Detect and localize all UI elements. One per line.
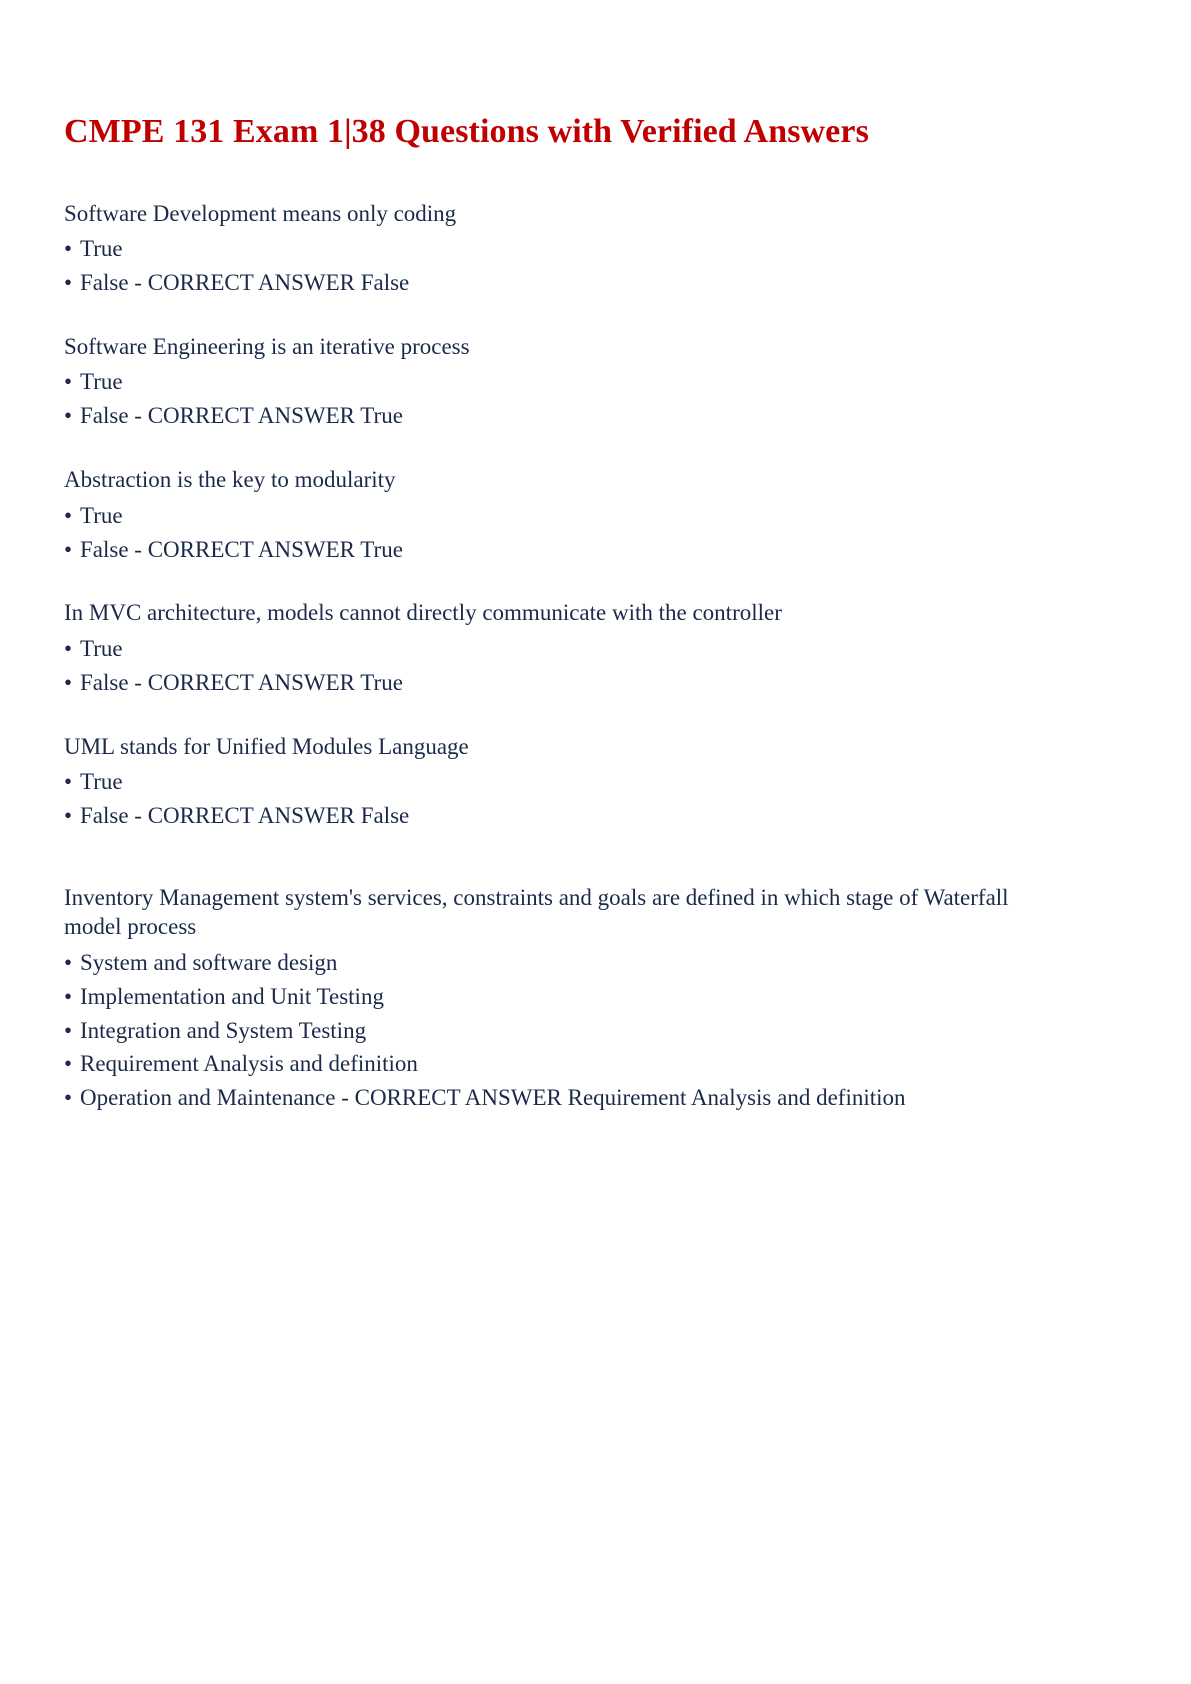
answer-option-label: False - CORRECT ANSWER True: [80, 403, 403, 429]
bullet-icon: •: [64, 403, 73, 429]
question-block: [64, 332, 1096, 431]
question-text: Abstraction is the key to modularity: [64, 467, 396, 493]
answer-option-label: True: [80, 236, 123, 262]
answer-option: [64, 767, 1074, 797]
answer-option-label: Integration and System Testing: [80, 1017, 367, 1043]
answer-option-label: False - CORRECT ANSWER True: [80, 669, 403, 695]
answer-option: [64, 1016, 1074, 1046]
bullet-icon: •: [64, 236, 73, 262]
bullet-icon: •: [64, 1085, 73, 1111]
question-text: Inventory Management system's services, constraints and goals are defined in which stage of Waterfall model process: [64, 884, 1009, 940]
bullet-icon: •: [64, 983, 73, 1009]
question-block: [64, 465, 1096, 564]
question-text: UML stands for Unified Modules Language: [64, 733, 469, 759]
answer-option-label: System and software design: [80, 949, 338, 975]
answer-option: [64, 634, 1074, 664]
question-text: In MVC architecture, models cannot directly communicate with the controller: [64, 600, 782, 626]
bullet-icon: •: [64, 669, 73, 695]
bullet-icon: •: [64, 635, 73, 661]
bullet-icon: •: [64, 949, 73, 975]
answer-option: [64, 1083, 1074, 1113]
question-text: Software Engineering is an iterative process: [64, 334, 470, 360]
answer-option: [64, 535, 1074, 565]
answer-option: [64, 501, 1074, 531]
answer-option-label: False - CORRECT ANSWER False: [80, 270, 410, 296]
bullet-icon: •: [64, 803, 73, 828]
answer-option-label: Implementation and Unit Testing: [80, 983, 384, 1009]
bullet-icon: •: [64, 1017, 73, 1043]
answer-option: [64, 668, 1074, 698]
answer-option: [64, 982, 1074, 1012]
answer-option: [64, 948, 1074, 978]
bullet-icon: •: [64, 536, 73, 562]
answer-option-label: True: [80, 369, 123, 395]
answer-option-label: True: [80, 502, 123, 528]
answer-option: [64, 268, 1074, 298]
answer-option: [64, 234, 1074, 264]
question-block: [64, 883, 1096, 1113]
question-block: [64, 598, 1096, 697]
answer-option-label: False - CORRECT ANSWER False: [80, 803, 410, 828]
question-text: Software Development means only coding: [64, 200, 457, 226]
answer-option-label: True: [80, 635, 123, 661]
bullet-icon: •: [64, 769, 73, 795]
answer-option: [64, 1049, 1074, 1079]
answer-option: [64, 367, 1074, 397]
question-block: [64, 199, 1096, 298]
bullet-icon: •: [64, 270, 73, 296]
block-spacer: [64, 865, 1096, 883]
answer-option: [64, 401, 1074, 431]
question-block: [64, 732, 1096, 831]
bullet-icon: •: [64, 1051, 73, 1077]
answer-option-label: False - CORRECT ANSWER True: [80, 536, 403, 562]
answer-option: [64, 801, 1074, 831]
bullet-icon: •: [64, 369, 73, 395]
bullet-icon: •: [64, 502, 73, 528]
answer-option-label: Operation and Maintenance - CORRECT ANSWER Requirement Analysis and definition: [80, 1085, 906, 1111]
answer-option-label: Requirement Analysis and definition: [80, 1051, 418, 1077]
page-title: CMPE 131 Exam 1|38 Questions with Verified Answers: [64, 113, 869, 150]
answer-option-label: True: [80, 769, 123, 795]
